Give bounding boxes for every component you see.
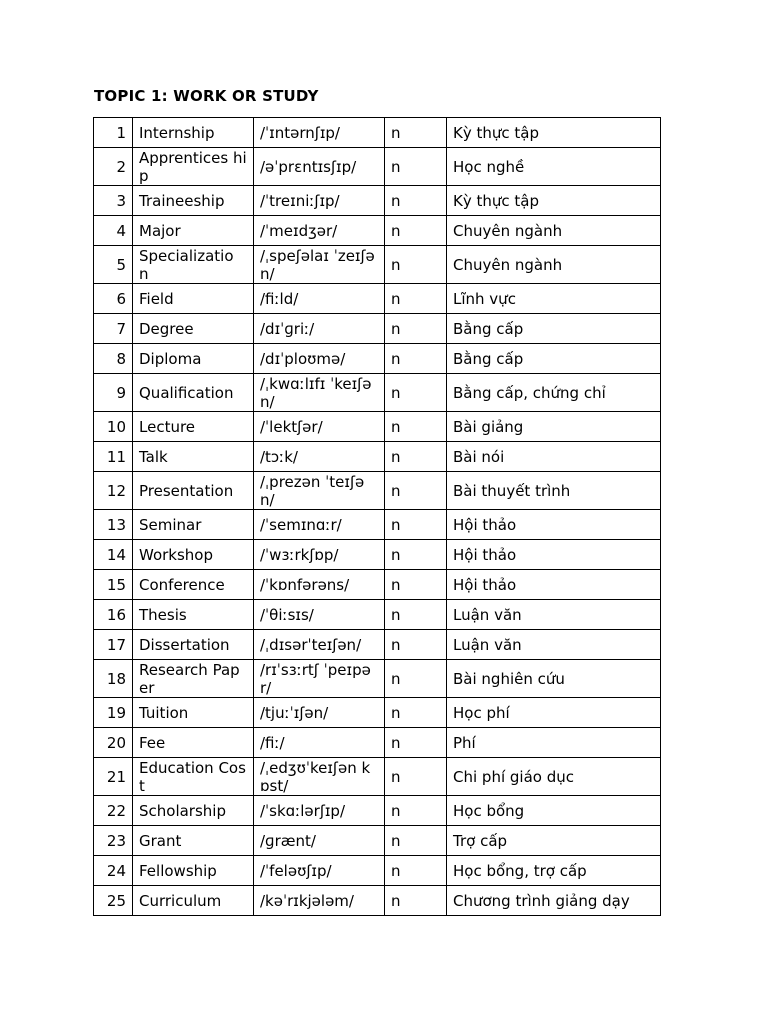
part-of-speech-cell: n bbox=[385, 826, 447, 856]
part-of-speech-cell: n bbox=[385, 698, 447, 728]
row-number: 8 bbox=[94, 344, 133, 374]
row-number: 20 bbox=[94, 728, 133, 758]
ipa-cell: /ˈkɒnfərəns/ bbox=[254, 570, 385, 600]
part-of-speech-cell: n bbox=[385, 540, 447, 570]
table-row bbox=[94, 728, 661, 758]
table-row bbox=[94, 442, 661, 472]
part-of-speech-cell: n bbox=[385, 148, 447, 186]
table-row bbox=[94, 796, 661, 826]
word-cell: Seminar bbox=[133, 510, 254, 540]
table-row bbox=[94, 540, 661, 570]
row-number: 24 bbox=[94, 856, 133, 886]
meaning-cell: Bằng cấp bbox=[447, 314, 661, 344]
word-cell: Specializatio n bbox=[133, 246, 254, 284]
table-row bbox=[94, 660, 661, 698]
ipa-cell: /ˈɪntərnʃɪp/ bbox=[254, 118, 385, 148]
row-number: 1 bbox=[94, 118, 133, 148]
part-of-speech-cell: n bbox=[385, 728, 447, 758]
ipa-cell: /dɪˈɡriː/ bbox=[254, 314, 385, 344]
word-cell: Internship bbox=[133, 118, 254, 148]
table-row bbox=[94, 344, 661, 374]
ipa-cell: /ˈwɜːrkʃɒp/ bbox=[254, 540, 385, 570]
vocabulary-table bbox=[93, 117, 661, 916]
part-of-speech-cell: n bbox=[385, 660, 447, 698]
meaning-cell: Hội thảo bbox=[447, 570, 661, 600]
ipa-cell: /ˌdɪsərˈteɪʃən/ bbox=[254, 630, 385, 660]
table-row bbox=[94, 374, 661, 412]
table-row bbox=[94, 118, 661, 148]
word-cell: Curriculum bbox=[133, 886, 254, 916]
row-number: 12 bbox=[94, 472, 133, 510]
part-of-speech-cell: n bbox=[385, 412, 447, 442]
word-cell: Conference bbox=[133, 570, 254, 600]
word-cell: Lecture bbox=[133, 412, 254, 442]
word-cell: Traineeship bbox=[133, 186, 254, 216]
meaning-cell: Bằng cấp, chứng chỉ bbox=[447, 374, 661, 412]
part-of-speech-cell: n bbox=[385, 472, 447, 510]
table-row bbox=[94, 186, 661, 216]
row-number: 10 bbox=[94, 412, 133, 442]
part-of-speech-cell: n bbox=[385, 344, 447, 374]
row-number: 17 bbox=[94, 630, 133, 660]
row-number: 9 bbox=[94, 374, 133, 412]
ipa-cell: /ˌedʒʊˈkeɪʃən kɒst/ bbox=[254, 758, 385, 796]
word-cell: Apprentices hip bbox=[133, 148, 254, 186]
row-number: 13 bbox=[94, 510, 133, 540]
word-cell: Grant bbox=[133, 826, 254, 856]
table-row bbox=[94, 698, 661, 728]
word-cell: Thesis bbox=[133, 600, 254, 630]
table-row bbox=[94, 856, 661, 886]
meaning-cell: Luận văn bbox=[447, 600, 661, 630]
meaning-cell: Bằng cấp bbox=[447, 344, 661, 374]
meaning-cell: Học bổng, trợ cấp bbox=[447, 856, 661, 886]
meaning-cell: Chuyên ngành bbox=[447, 246, 661, 284]
ipa-cell: /ˌprezən ˈteɪʃən/ bbox=[254, 472, 385, 510]
ipa-cell: /ˈskɑːlərʃɪp/ bbox=[254, 796, 385, 826]
row-number: 23 bbox=[94, 826, 133, 856]
part-of-speech-cell: n bbox=[385, 314, 447, 344]
ipa-cell: /kəˈrɪkjələm/ bbox=[254, 886, 385, 916]
row-number: 14 bbox=[94, 540, 133, 570]
table-row bbox=[94, 284, 661, 314]
ipa-cell: /tjuːˈɪʃən/ bbox=[254, 698, 385, 728]
part-of-speech-cell: n bbox=[385, 600, 447, 630]
table-row bbox=[94, 758, 661, 796]
part-of-speech-cell: n bbox=[385, 796, 447, 826]
ipa-cell: /ˈfeləʊʃɪp/ bbox=[254, 856, 385, 886]
part-of-speech-cell: n bbox=[385, 186, 447, 216]
table-row bbox=[94, 148, 661, 186]
row-number: 19 bbox=[94, 698, 133, 728]
word-cell: Dissertation bbox=[133, 630, 254, 660]
meaning-cell: Luận văn bbox=[447, 630, 661, 660]
meaning-cell: Kỳ thực tập bbox=[447, 118, 661, 148]
part-of-speech-cell: n bbox=[385, 216, 447, 246]
meaning-cell: Chương trình giảng dạy bbox=[447, 886, 661, 916]
word-cell: Scholarship bbox=[133, 796, 254, 826]
row-number: 25 bbox=[94, 886, 133, 916]
table-row bbox=[94, 630, 661, 660]
word-cell: Degree bbox=[133, 314, 254, 344]
meaning-cell: Lĩnh vực bbox=[447, 284, 661, 314]
meaning-cell: Phí bbox=[447, 728, 661, 758]
document-title: TOPIC 1: WORK OR STUDY bbox=[94, 87, 319, 105]
meaning-cell: Hội thảo bbox=[447, 510, 661, 540]
ipa-cell: /fiː/ bbox=[254, 728, 385, 758]
meaning-cell: Chi phí giáo dục bbox=[447, 758, 661, 796]
part-of-speech-cell: n bbox=[385, 510, 447, 540]
ipa-cell: /fiːld/ bbox=[254, 284, 385, 314]
part-of-speech-cell: n bbox=[385, 118, 447, 148]
table-row bbox=[94, 570, 661, 600]
ipa-cell: /ˈsemɪnɑːr/ bbox=[254, 510, 385, 540]
word-cell: Education Cost bbox=[133, 758, 254, 796]
part-of-speech-cell: n bbox=[385, 856, 447, 886]
ipa-cell: /rɪˈsɜːrtʃ ˈpeɪpər/ bbox=[254, 660, 385, 698]
meaning-cell: Học phí bbox=[447, 698, 661, 728]
table-row bbox=[94, 826, 661, 856]
ipa-cell: /ˌkwɑːlɪfɪ ˈkeɪʃən/ bbox=[254, 374, 385, 412]
table-row bbox=[94, 314, 661, 344]
word-cell: Research Paper bbox=[133, 660, 254, 698]
row-number: 4 bbox=[94, 216, 133, 246]
table-row bbox=[94, 412, 661, 442]
ipa-cell: /tɔːk/ bbox=[254, 442, 385, 472]
table-row bbox=[94, 216, 661, 246]
row-number: 18 bbox=[94, 660, 133, 698]
meaning-cell: Trợ cấp bbox=[447, 826, 661, 856]
row-number: 15 bbox=[94, 570, 133, 600]
word-cell: Workshop bbox=[133, 540, 254, 570]
ipa-cell: /ˈtreɪniːʃɪp/ bbox=[254, 186, 385, 216]
table-row bbox=[94, 886, 661, 916]
ipa-cell: /dɪˈploʊmə/ bbox=[254, 344, 385, 374]
meaning-cell: Bài giảng bbox=[447, 412, 661, 442]
row-number: 2 bbox=[94, 148, 133, 186]
part-of-speech-cell: n bbox=[385, 284, 447, 314]
meaning-cell: Bài nói bbox=[447, 442, 661, 472]
word-cell: Qualification bbox=[133, 374, 254, 412]
part-of-speech-cell: n bbox=[385, 570, 447, 600]
ipa-cell: /ˌspeʃəlaɪ ˈzeɪʃən/ bbox=[254, 246, 385, 284]
row-number: 22 bbox=[94, 796, 133, 826]
meaning-cell: Học bổng bbox=[447, 796, 661, 826]
part-of-speech-cell: n bbox=[385, 246, 447, 284]
table-row bbox=[94, 510, 661, 540]
row-number: 7 bbox=[94, 314, 133, 344]
row-number: 21 bbox=[94, 758, 133, 796]
word-cell: Diploma bbox=[133, 344, 254, 374]
row-number: 6 bbox=[94, 284, 133, 314]
meaning-cell: Kỳ thực tập bbox=[447, 186, 661, 216]
meaning-cell: Bài thuyết trình bbox=[447, 472, 661, 510]
part-of-speech-cell: n bbox=[385, 442, 447, 472]
word-cell: Tuition bbox=[133, 698, 254, 728]
meaning-cell: Học nghề bbox=[447, 148, 661, 186]
word-cell: Field bbox=[133, 284, 254, 314]
vocabulary-table-body bbox=[94, 118, 661, 916]
row-number: 5 bbox=[94, 246, 133, 284]
table-row bbox=[94, 246, 661, 284]
row-number: 16 bbox=[94, 600, 133, 630]
table-row bbox=[94, 472, 661, 510]
part-of-speech-cell: n bbox=[385, 758, 447, 796]
part-of-speech-cell: n bbox=[385, 630, 447, 660]
table-row bbox=[94, 600, 661, 630]
part-of-speech-cell: n bbox=[385, 886, 447, 916]
row-number: 11 bbox=[94, 442, 133, 472]
word-cell: Talk bbox=[133, 442, 254, 472]
ipa-cell: /ˈmeɪdʒər/ bbox=[254, 216, 385, 246]
ipa-cell: /ɡrænt/ bbox=[254, 826, 385, 856]
ipa-cell: /ˈθiːsɪs/ bbox=[254, 600, 385, 630]
meaning-cell: Hội thảo bbox=[447, 540, 661, 570]
word-cell: Major bbox=[133, 216, 254, 246]
row-number: 3 bbox=[94, 186, 133, 216]
word-cell: Fee bbox=[133, 728, 254, 758]
meaning-cell: Bài nghiên cứu bbox=[447, 660, 661, 698]
part-of-speech-cell: n bbox=[385, 374, 447, 412]
ipa-cell: /ˈlektʃər/ bbox=[254, 412, 385, 442]
word-cell: Presentation bbox=[133, 472, 254, 510]
ipa-cell: /əˈprɛntɪsʃɪp/ bbox=[254, 148, 385, 186]
word-cell: Fellowship bbox=[133, 856, 254, 886]
meaning-cell: Chuyên ngành bbox=[447, 216, 661, 246]
